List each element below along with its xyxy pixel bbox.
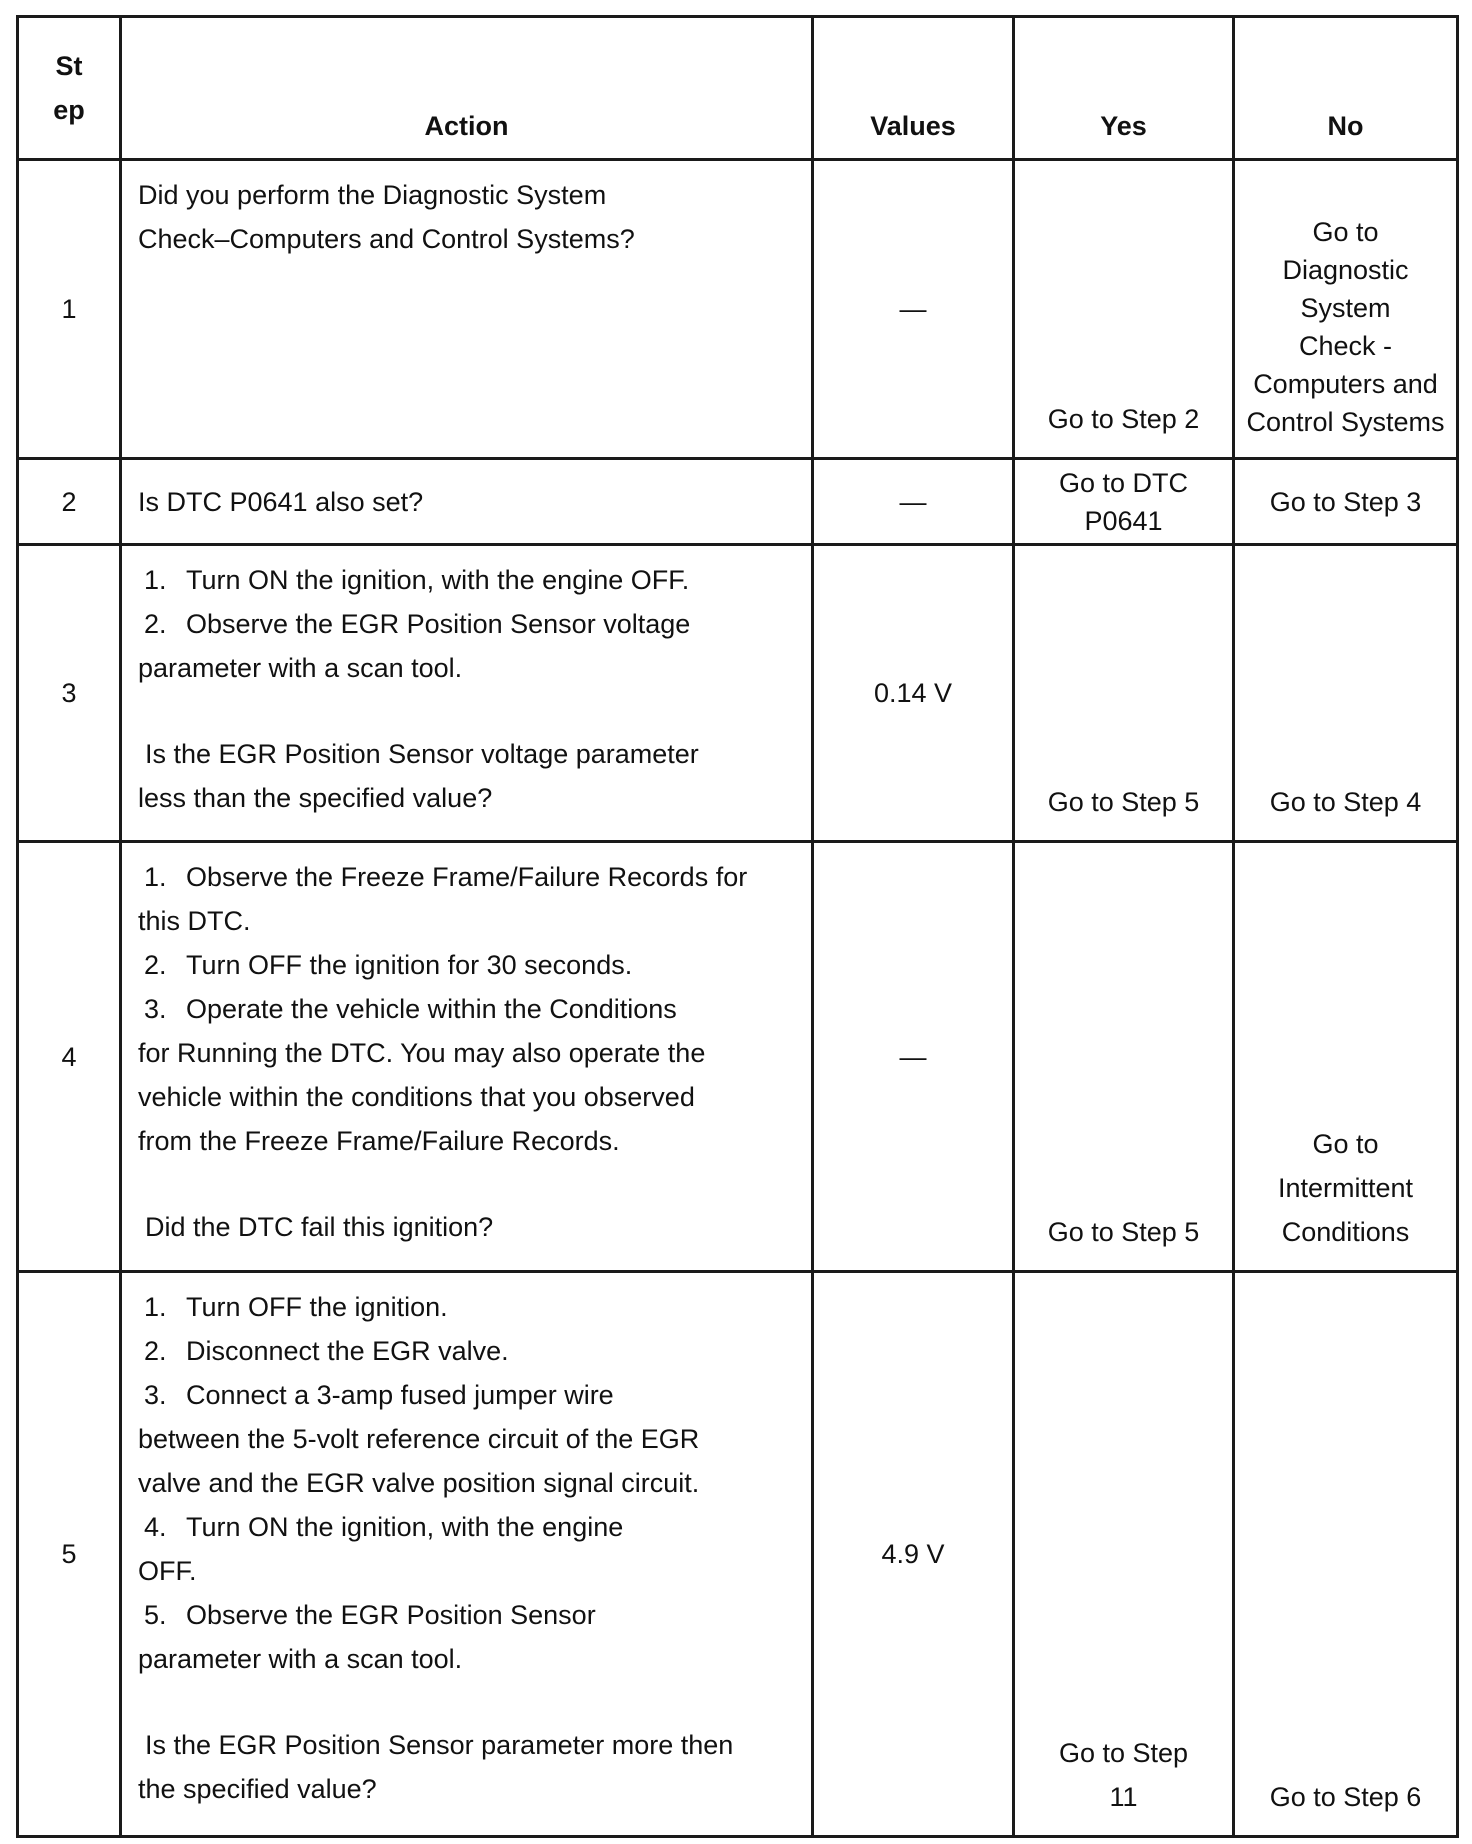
table-row (18, 160, 1458, 459)
list-item: 1. Observe the Freeze Frame/Failure Records for (144, 862, 748, 892)
no-cell: Go to Step 6 (1234, 1272, 1458, 1837)
header-values: Values (813, 17, 1014, 160)
diagnostic-table (16, 15, 1459, 1838)
step-number: 2 (18, 459, 121, 545)
no-cell: Go to Diagnostic System Check - Computers and Control Systems (1234, 160, 1458, 459)
list-item: 2. Observe the EGR Position Sensor voltage (144, 609, 691, 639)
value-cell: — (813, 459, 1014, 545)
value-cell: 0.14 V (813, 545, 1014, 842)
table-row (18, 1272, 1458, 1837)
no-cell: Go to Intermittent Conditions (1234, 842, 1458, 1272)
list-item: 2. Disconnect the EGR valve. (144, 1336, 509, 1366)
header-step: St ep (18, 17, 121, 160)
no-cell: Go to Step 4 (1234, 545, 1458, 842)
step-number: 5 (18, 1272, 121, 1837)
no-cell: Go to Step 3 (1234, 459, 1458, 545)
yes-cell: Go to DTC P0641 (1014, 459, 1234, 545)
action-cell: 1. Turn OFF the ignition. 2. Disconnect the EGR valve. 3. Connect a 3-amp fused jumper wire between the 5-volt reference circuit of the EGR valve and the EGR valve position signal circuit. 4. Turn ON the ignition, with the engine OFF. 5. Observe the EGR Position Sensor parameter with a scan tool. Is the EGR Position Sensor parameter more then the specified value? (121, 1272, 813, 1837)
action-cell: 1. Turn ON the ignition, with the engine OFF. 2. Observe the EGR Position Sensor voltage parameter with a scan tool. Is the EGR Position Sensor voltage parameter less than the specified value? (121, 545, 813, 842)
value-cell: — (813, 842, 1014, 1272)
table-row (18, 545, 1458, 842)
list-item: 1. Turn ON the ignition, with the engine OFF. (144, 565, 690, 595)
yes-cell: Go to Step 5 (1014, 545, 1234, 842)
header-action: Action (121, 17, 813, 160)
list-item: 1. Turn OFF the ignition. (144, 1292, 448, 1322)
yes-cell: Go to Step 5 (1014, 842, 1234, 1272)
list-item: 5. Observe the EGR Position Sensor (144, 1600, 596, 1630)
list-item: 3. Connect a 3-amp fused jumper wire (144, 1380, 614, 1410)
step-number: 3 (18, 545, 121, 842)
table-row (18, 842, 1458, 1272)
header-yes: Yes (1014, 17, 1234, 160)
value-cell: — (813, 160, 1014, 459)
table-row (18, 459, 1458, 545)
step-number: 1 (18, 160, 121, 459)
action-cell: 1. Observe the Freeze Frame/Failure Records for this DTC. 2. Turn OFF the ignition for 30 seconds. 3. Operate the vehicle within the Conditions for Running the DTC. You may also operate the vehicle within the conditions that you observed from the Freeze Frame/Failure Records. Did the DTC fail this ignition? (121, 842, 813, 1272)
list-item: 3. Operate the vehicle within the Conditions (144, 994, 677, 1024)
action-cell: Did you perform the Diagnostic System Check–Computers and Control Systems? (121, 160, 813, 459)
value-cell: 4.9 V (813, 1272, 1014, 1837)
step-number: 4 (18, 842, 121, 1272)
yes-cell: Go to Step 11 (1014, 1272, 1234, 1837)
header-row (18, 17, 1458, 160)
list-item: 2. Turn OFF the ignition for 30 seconds. (144, 950, 633, 980)
action-cell: Is DTC P0641 also set? (121, 459, 813, 545)
list-item: 4. Turn ON the ignition, with the engine (144, 1512, 624, 1542)
header-no: No (1234, 17, 1458, 160)
yes-cell: Go to Step 2 (1014, 160, 1234, 459)
